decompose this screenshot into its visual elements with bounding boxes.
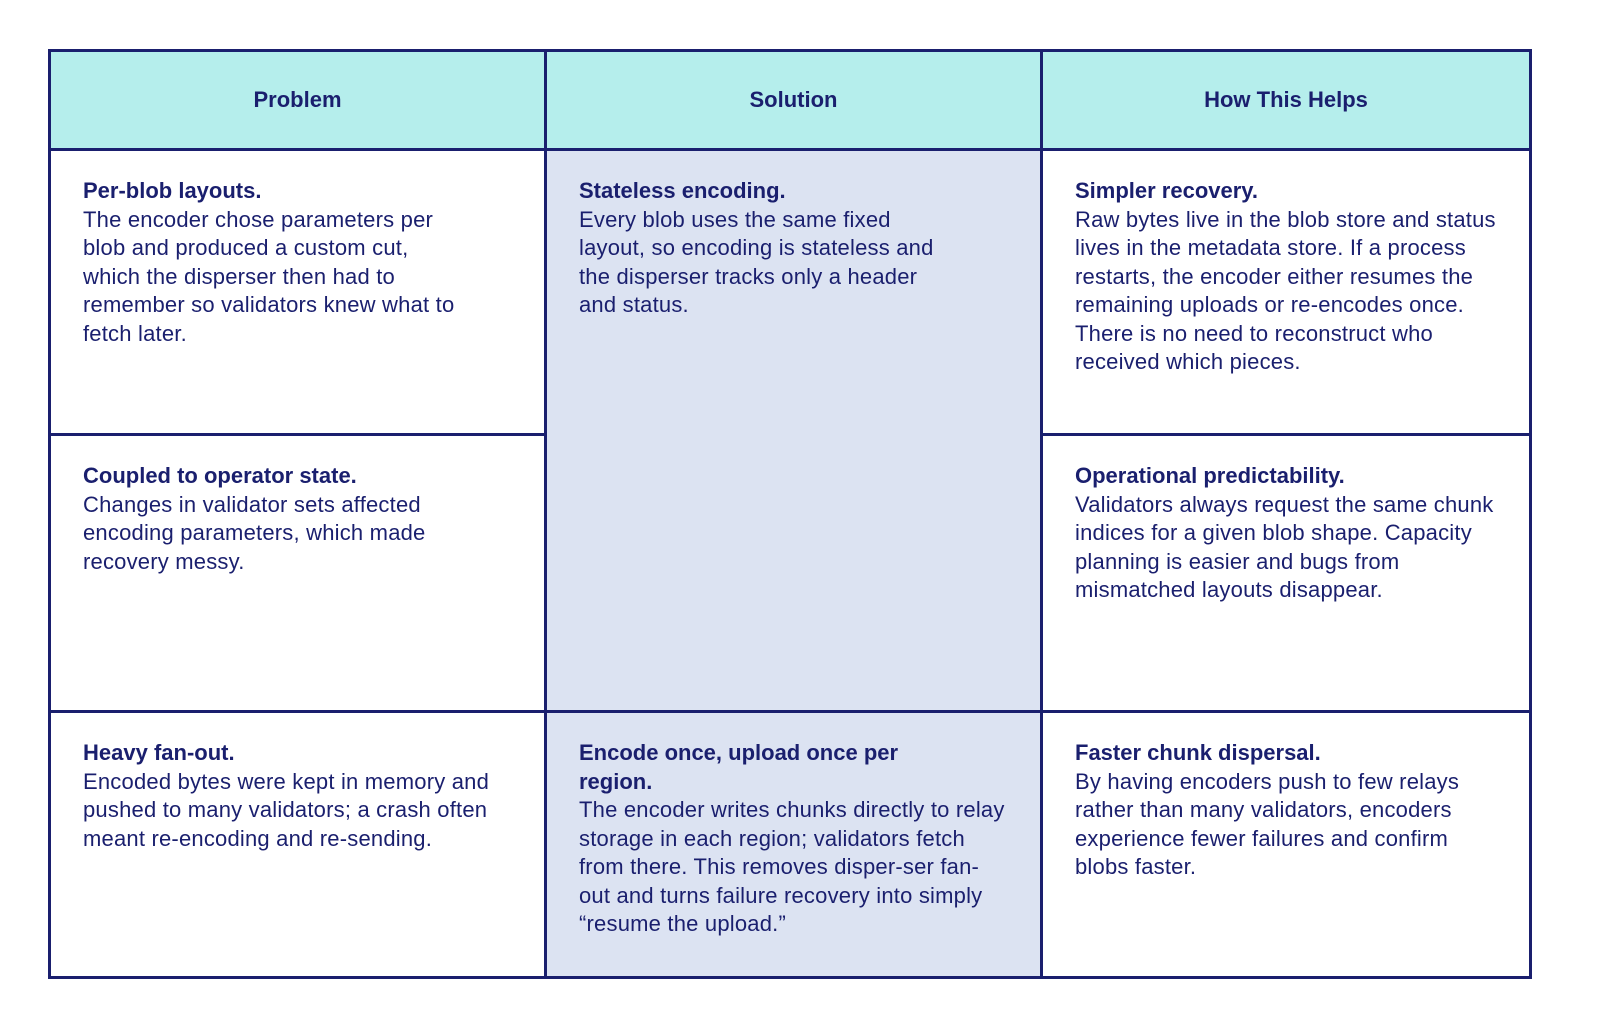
problem-cell-per-blob-layouts (51, 151, 544, 433)
solution-cell-encode-once (547, 713, 1040, 976)
solution-title: Encode once, upload once per region. (579, 740, 899, 794)
solution-body: Every blob uses the same fixed layout, so encoding is stateless and the disperser tracks only a header and status. (579, 206, 934, 317)
comparison-table (48, 49, 1532, 979)
problem-body: Encoded bytes were kept in memory and pushed to many validators; a crash often meant re-encoding and re-sending. (83, 768, 490, 851)
solution-cell-stateless-encoding (547, 151, 1040, 710)
header-problem: Problem (51, 52, 544, 148)
problem-body: Changes in validator sets affected encoding parameters, which made recovery messy. (83, 491, 426, 574)
problem-body: The encoder chose parameters per blob and produced a custom cut, which the disperser then had to remember so validators knew what to fetch later. (83, 206, 455, 346)
helps-body: By having encoders push to few relays rather than many validators, encoders experience fewer failures and confirm blobs faster. (1075, 768, 1460, 879)
problem-cell-coupled-operator-state (51, 436, 544, 710)
header-solution: Solution (547, 52, 1040, 148)
header-how-this-helps: How This Helps (1043, 52, 1529, 148)
helps-title: Faster chunk dispersal. (1075, 740, 1321, 765)
helps-body: Raw bytes live in the blob store and status lives in the metadata store. If a process restarts, the encoder either resumes the remaining uploads or re-encodes once. There is no need to reconstruct who received which pieces. (1075, 206, 1496, 374)
helps-cell-operational-predictability (1043, 436, 1529, 710)
problem-title: Coupled to operator state. (83, 463, 357, 488)
helps-cell-simpler-recovery (1043, 151, 1529, 433)
helps-title: Simpler recovery. (1075, 178, 1259, 203)
helps-cell-faster-chunk-dispersal (1043, 713, 1529, 976)
solution-body: The encoder writes chunks directly to relay storage in each region; validators fetch from there. This removes disper-ser fan-out and turns failure recovery into simply “resume the upload.” (579, 797, 1005, 936)
helps-body: Validators always request the same chunk indices for a given blob shape. Capacity planning is easier and bugs from mismatched layouts disappear. (1075, 491, 1494, 602)
solution-title: Stateless encoding. (579, 178, 786, 203)
problem-title: Heavy fan-out. (83, 740, 235, 765)
problem-title: Per-blob layouts. (83, 178, 262, 203)
problem-cell-heavy-fan-out (51, 713, 544, 976)
helps-title: Operational predictability. (1075, 463, 1345, 488)
